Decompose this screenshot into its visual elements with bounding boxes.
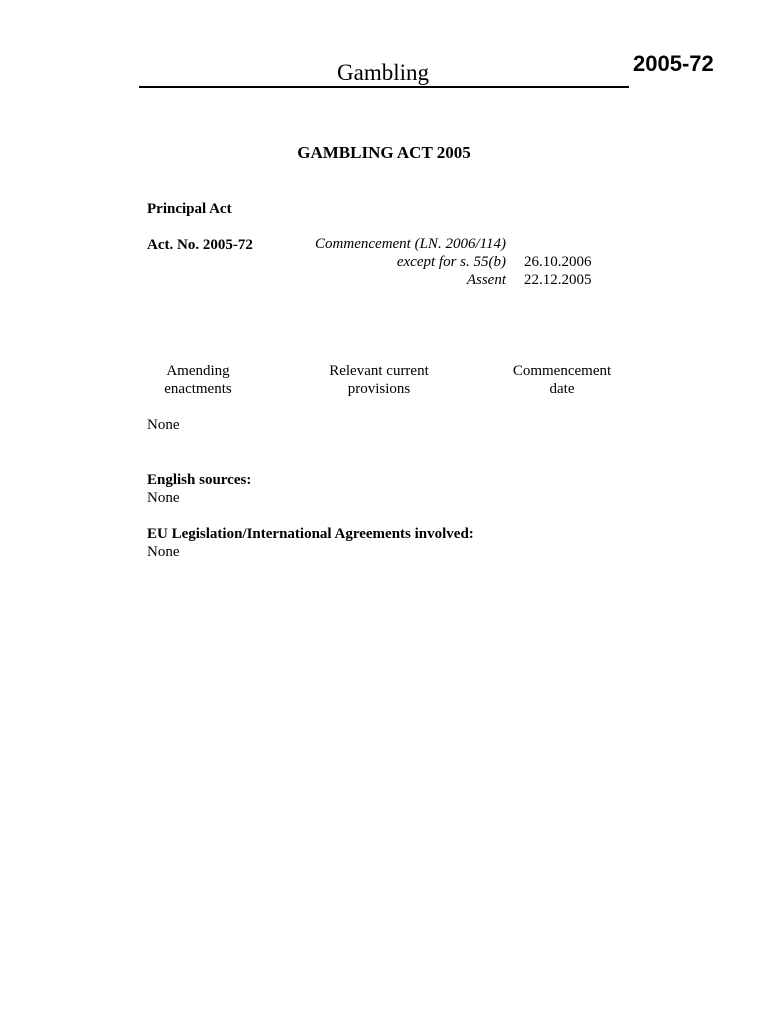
column-header-line: Relevant current: [329, 363, 429, 379]
english-sources-heading: English sources:: [147, 472, 252, 488]
column-header-relevant-provisions: [318, 362, 440, 398]
principal-act-heading: Principal Act: [147, 201, 232, 217]
running-header-title: Gambling: [337, 60, 429, 85]
amendments-none: None: [147, 417, 180, 433]
eu-legislation-heading: EU Legislation/International Agreements involved:: [147, 526, 474, 542]
column-header-line: Commencement: [512, 363, 612, 379]
running-header-act-number: 2005-72: [633, 51, 714, 76]
event-assent-label: Assent: [466, 272, 506, 288]
column-header-amending-enactments: [140, 362, 256, 398]
act-number-label: Act. No. 2005-72: [147, 237, 253, 253]
event-exception-label: except for s. 55(b): [396, 254, 506, 270]
column-header-line: date: [549, 381, 575, 397]
document-title: GAMBLING ACT 2005: [297, 143, 471, 162]
column-header-commencement-date: [500, 362, 624, 398]
eu-legislation-value: None: [147, 544, 180, 560]
column-header-line: Amending: [166, 363, 230, 379]
event-exception-date: 26.10.2006: [524, 254, 592, 270]
event-labels: [280, 235, 506, 289]
header-rule: [139, 86, 629, 88]
event-commencement-label: Commencement (LN. 2006/114): [315, 236, 506, 252]
column-header-line: provisions: [347, 381, 411, 397]
event-assent-date: 22.12.2005: [524, 272, 592, 288]
english-sources-value: None: [147, 490, 180, 506]
event-dates: [524, 253, 592, 289]
column-header-line: enactments: [164, 381, 232, 397]
